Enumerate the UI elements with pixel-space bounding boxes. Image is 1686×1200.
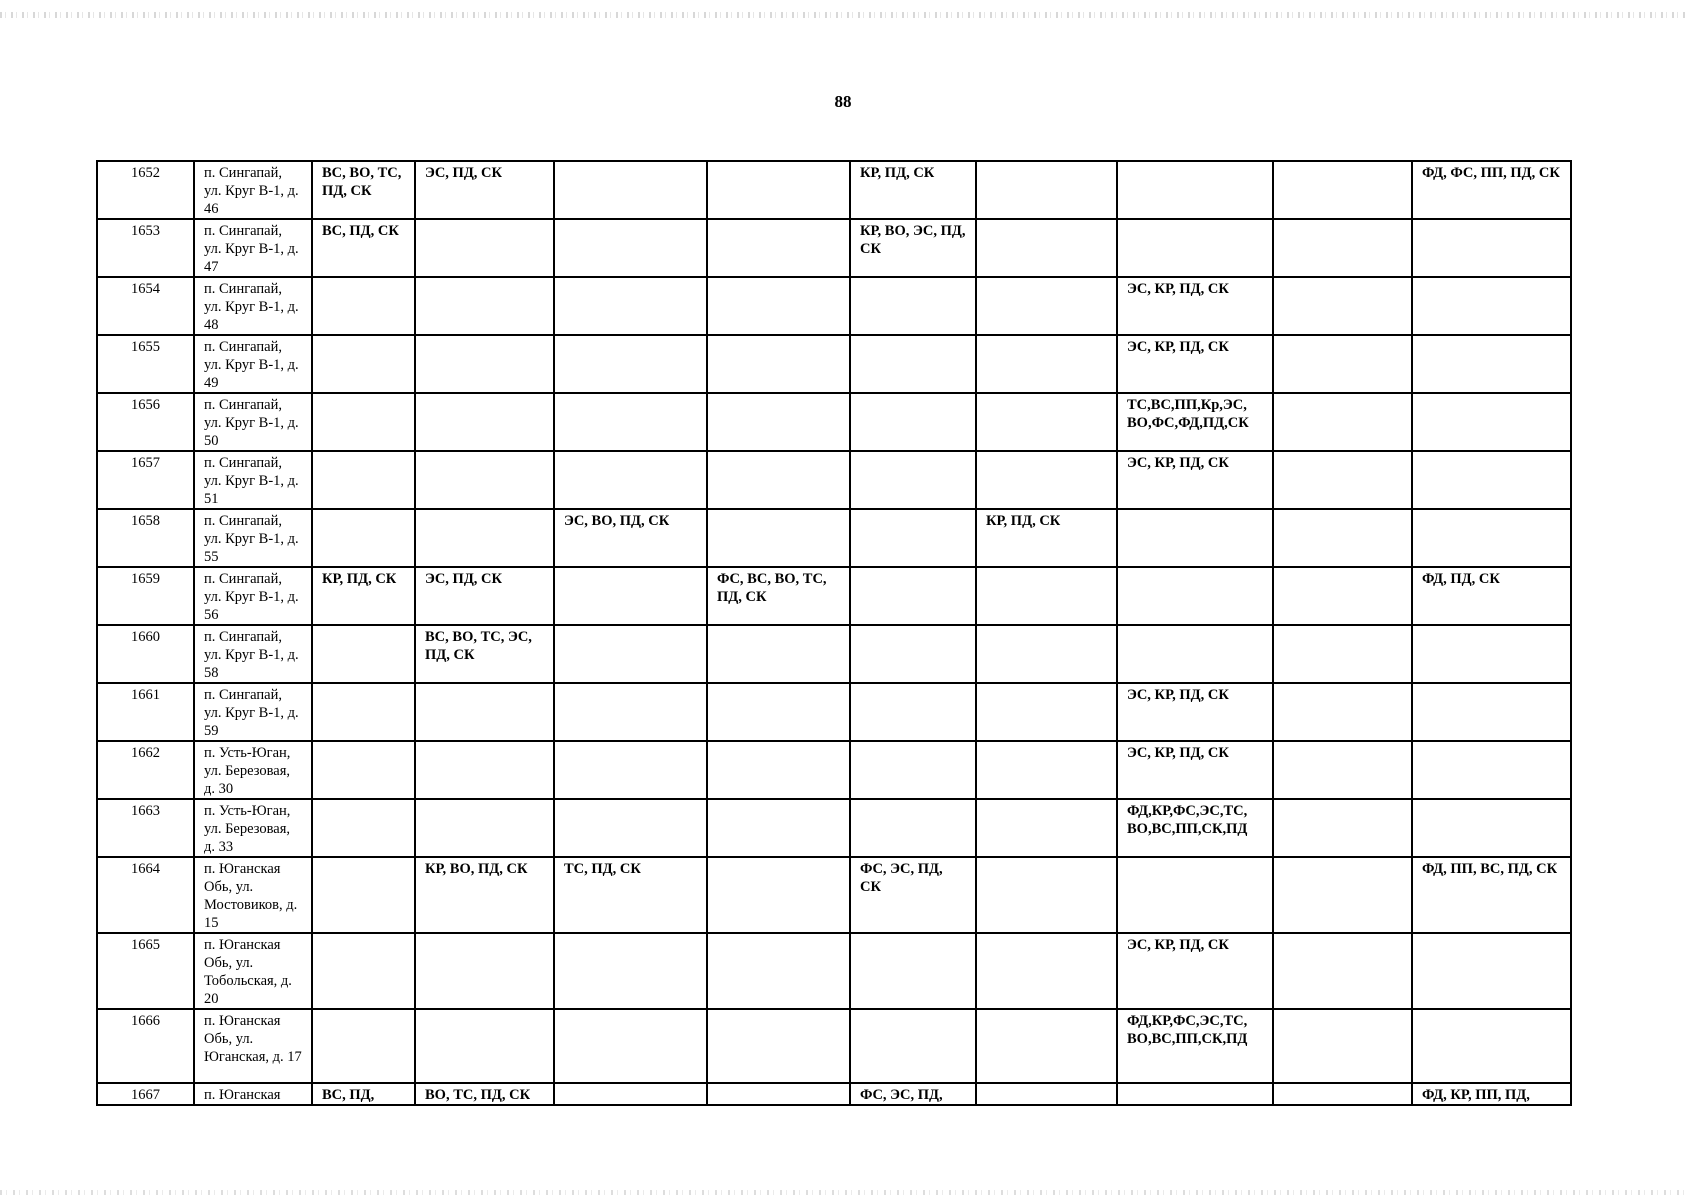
work-types-cell: [976, 393, 1117, 451]
work-types-cell: [1273, 741, 1412, 799]
work-types-cell: ФД, ФС, ПП, ПД, СК: [1412, 161, 1571, 219]
address-cell: п. Сингапай, ул. Круг В-1, д. 59: [194, 683, 312, 741]
work-types-cell: [850, 799, 976, 857]
work-types-cell: [707, 335, 850, 393]
address-cell: п. Сингапай, ул. Круг В-1, д. 50: [194, 393, 312, 451]
work-types-cell: ЭС, КР, ПД, СК: [1117, 277, 1273, 335]
work-types-cell: [1412, 799, 1571, 857]
row-number-cell: 1667: [97, 1083, 194, 1105]
work-types-cell: [707, 741, 850, 799]
address-cell: п. Сингапай, ул. Круг В-1, д. 58: [194, 625, 312, 683]
work-types-cell: [1117, 509, 1273, 567]
address-cell: п. Сингапай, ул. Круг В-1, д. 49: [194, 335, 312, 393]
work-types-cell: [415, 219, 554, 277]
work-types-cell: [1273, 799, 1412, 857]
work-types-cell: [707, 219, 850, 277]
row-number-cell: 1658: [97, 509, 194, 567]
work-types-cell: ВС, ВО, ТС, ЭС, ПД, СК: [415, 625, 554, 683]
work-types-cell: [1412, 509, 1571, 567]
work-types-cell: [707, 509, 850, 567]
table-row: [97, 857, 1571, 933]
address-cell: п. Усть-Юган, ул. Березовая, д. 30: [194, 741, 312, 799]
work-types-cell: [554, 1083, 707, 1105]
work-types-cell: [1273, 393, 1412, 451]
work-types-cell: [976, 219, 1117, 277]
work-types-cell: [554, 277, 707, 335]
work-types-cell: ВС, ВО, ТС, ПД, СК: [312, 161, 415, 219]
work-types-cell: [554, 1009, 707, 1083]
work-types-cell: [1117, 1083, 1273, 1105]
work-types-cell: [976, 1009, 1117, 1083]
work-types-cell: [1273, 933, 1412, 1009]
work-types-cell: [976, 335, 1117, 393]
work-types-cell: ТС,ВС,ПП,Кр,ЭС, ВО,ФС,ФД,ПД,СК: [1117, 393, 1273, 451]
work-types-cell: ФС, ВС, ВО, ТС, ПД, СК: [707, 567, 850, 625]
work-types-cell: ЭС, КР, ПД, СК: [1117, 451, 1273, 509]
work-types-cell: [554, 683, 707, 741]
work-types-cell: [850, 683, 976, 741]
work-types-cell: [1273, 683, 1412, 741]
work-types-cell: [554, 741, 707, 799]
table-row: [97, 277, 1571, 335]
work-types-cell: [1412, 683, 1571, 741]
work-types-cell: [1412, 277, 1571, 335]
work-types-cell: [1273, 1083, 1412, 1105]
work-types-cell: [707, 683, 850, 741]
work-types-cell: [1273, 219, 1412, 277]
work-types-cell: [1273, 161, 1412, 219]
work-types-cell: [1412, 625, 1571, 683]
row-number-cell: 1659: [97, 567, 194, 625]
work-types-cell: [554, 625, 707, 683]
address-cell: п. Сингапай, ул. Круг В-1, д. 48: [194, 277, 312, 335]
work-types-cell: [1412, 335, 1571, 393]
table-row: [97, 799, 1571, 857]
work-types-cell: [1412, 219, 1571, 277]
work-types-cell: [415, 683, 554, 741]
work-types-cell: КР, ПД, СК: [312, 567, 415, 625]
work-types-cell: [312, 451, 415, 509]
work-types-cell: [1117, 567, 1273, 625]
work-types-cell: [312, 277, 415, 335]
scan-edge-top: [0, 12, 1686, 18]
work-types-cell: [976, 1083, 1117, 1105]
work-types-cell: ТС, ПД, СК: [554, 857, 707, 933]
work-types-cell: КР, ВО, ПД, СК: [415, 857, 554, 933]
work-types-cell: [976, 451, 1117, 509]
work-types-cell: [976, 683, 1117, 741]
work-types-cell: [554, 335, 707, 393]
work-types-cell: [976, 567, 1117, 625]
work-types-cell: [1412, 1009, 1571, 1083]
work-types-cell: [976, 625, 1117, 683]
work-types-cell: [1412, 451, 1571, 509]
work-types-cell: [850, 335, 976, 393]
work-types-cell: [707, 451, 850, 509]
address-cell: п. Сингапай, ул. Круг В-1, д. 47: [194, 219, 312, 277]
address-cell: п. Сингапай, ул. Круг В-1, д. 55: [194, 509, 312, 567]
work-types-cell: [707, 277, 850, 335]
work-types-cell: [1412, 741, 1571, 799]
work-types-cell: ЭС, ПД, СК: [415, 161, 554, 219]
work-types-cell: [1412, 393, 1571, 451]
work-types-cell: [1117, 219, 1273, 277]
work-types-cell: [1273, 625, 1412, 683]
work-types-cell: [415, 741, 554, 799]
work-types-cell: [707, 1009, 850, 1083]
work-types-cell: [850, 393, 976, 451]
work-types-cell: [707, 857, 850, 933]
work-types-cell: [1117, 625, 1273, 683]
table-row: [97, 625, 1571, 683]
work-types-cell: ВС, ПД,: [312, 1083, 415, 1105]
work-types-cell: [554, 933, 707, 1009]
table-row: [97, 1009, 1571, 1083]
repair-schedule-table: [96, 160, 1572, 1106]
work-types-cell: [976, 277, 1117, 335]
work-types-cell: [1117, 857, 1273, 933]
table-row: [97, 161, 1571, 219]
table-row: [97, 1083, 1571, 1105]
work-types-cell: [312, 799, 415, 857]
work-types-cell: [976, 799, 1117, 857]
work-types-cell: [850, 625, 976, 683]
work-types-cell: [554, 799, 707, 857]
work-types-cell: ВО, ТС, ПД, СК: [415, 1083, 554, 1105]
row-number-cell: 1663: [97, 799, 194, 857]
work-types-cell: [1117, 161, 1273, 219]
work-types-cell: ФД,КР,ФС,ЭС,ТС, ВО,ВС,ПП,СК,ПД: [1117, 1009, 1273, 1083]
work-types-cell: ФС, ЭС, ПД,: [850, 1083, 976, 1105]
address-cell: п. Юганская Обь, ул. Юганская, д. 17: [194, 1009, 312, 1083]
work-types-cell: [976, 161, 1117, 219]
work-types-cell: ЭС, КР, ПД, СК: [1117, 741, 1273, 799]
work-types-cell: [1273, 857, 1412, 933]
table-row: [97, 509, 1571, 567]
work-types-cell: [554, 219, 707, 277]
scan-edge-bottom: [0, 1190, 1686, 1195]
table-row: [97, 567, 1571, 625]
work-types-cell: [312, 857, 415, 933]
work-types-cell: ЭС, ПД, СК: [415, 567, 554, 625]
row-number-cell: 1665: [97, 933, 194, 1009]
work-types-cell: ФД,КР,ФС,ЭС,ТС, ВО,ВС,ПП,СК,ПД: [1117, 799, 1273, 857]
work-types-cell: ЭС, КР, ПД, СК: [1117, 335, 1273, 393]
work-types-cell: ЭС, ВО, ПД, СК: [554, 509, 707, 567]
work-types-cell: [1273, 277, 1412, 335]
work-types-cell: [312, 509, 415, 567]
work-types-cell: [1273, 567, 1412, 625]
row-number-cell: 1662: [97, 741, 194, 799]
work-types-cell: [312, 933, 415, 1009]
work-types-cell: [554, 451, 707, 509]
work-types-cell: [1273, 335, 1412, 393]
work-types-cell: [707, 161, 850, 219]
table-row: [97, 393, 1571, 451]
row-number-cell: 1655: [97, 335, 194, 393]
work-types-cell: [415, 509, 554, 567]
work-types-cell: [976, 933, 1117, 1009]
work-types-cell: [312, 335, 415, 393]
address-cell: п. Юганская Обь, ул. Тобольская, д. 20: [194, 933, 312, 1009]
work-types-cell: [976, 741, 1117, 799]
work-types-cell: ФД, КР, ПП, ПД,: [1412, 1083, 1571, 1105]
table-row: [97, 933, 1571, 1009]
row-number-cell: 1654: [97, 277, 194, 335]
work-types-cell: [312, 741, 415, 799]
work-types-cell: [707, 393, 850, 451]
work-types-cell: ВС, ПД, СК: [312, 219, 415, 277]
page-number: 88: [834, 92, 852, 111]
work-types-cell: [312, 393, 415, 451]
work-types-cell: [850, 451, 976, 509]
work-types-cell: [415, 933, 554, 1009]
work-types-cell: [415, 277, 554, 335]
work-types-cell: [312, 625, 415, 683]
work-types-cell: [554, 567, 707, 625]
address-cell: п. Сингапай, ул. Круг В-1, д. 51: [194, 451, 312, 509]
work-types-cell: КР, ПД, СК: [976, 509, 1117, 567]
work-types-cell: [707, 933, 850, 1009]
address-cell: п. Усть-Юган, ул. Березовая, д. 33: [194, 799, 312, 857]
table-row: [97, 219, 1571, 277]
row-number-cell: 1656: [97, 393, 194, 451]
row-number-cell: 1661: [97, 683, 194, 741]
work-types-cell: [554, 161, 707, 219]
work-types-cell: [415, 799, 554, 857]
row-number-cell: 1657: [97, 451, 194, 509]
work-types-cell: КР, ПД, СК: [850, 161, 976, 219]
work-types-cell: ФД, ПП, ВС, ПД, СК: [1412, 857, 1571, 933]
work-types-cell: ЭС, КР, ПД, СК: [1117, 933, 1273, 1009]
work-types-cell: ФС, ЭС, ПД, СК: [850, 857, 976, 933]
work-types-cell: [554, 393, 707, 451]
work-types-cell: [707, 799, 850, 857]
work-types-cell: [1273, 509, 1412, 567]
work-types-cell: [850, 567, 976, 625]
table-row: [97, 741, 1571, 799]
work-types-cell: [415, 335, 554, 393]
work-types-cell: [1273, 451, 1412, 509]
work-types-cell: [707, 625, 850, 683]
table-row: [97, 335, 1571, 393]
address-cell: п. Юганская Обь, ул. Мостовиков, д. 15: [194, 857, 312, 933]
table-row: [97, 683, 1571, 741]
work-types-cell: [1273, 1009, 1412, 1083]
work-types-cell: [850, 933, 976, 1009]
address-cell: п. Сингапай, ул. Круг В-1, д. 56: [194, 567, 312, 625]
work-types-cell: [976, 857, 1117, 933]
work-types-cell: [415, 451, 554, 509]
work-types-cell: [312, 683, 415, 741]
work-types-cell: [707, 1083, 850, 1105]
work-types-cell: ФД, ПД, СК: [1412, 567, 1571, 625]
row-number-cell: 1652: [97, 161, 194, 219]
address-cell: п. Юганская: [194, 1083, 312, 1105]
row-number-cell: 1666: [97, 1009, 194, 1083]
address-cell: п. Сингапай, ул. Круг В-1, д. 46: [194, 161, 312, 219]
row-number-cell: 1660: [97, 625, 194, 683]
work-types-cell: [850, 277, 976, 335]
work-types-cell: [415, 393, 554, 451]
work-types-cell: ЭС, КР, ПД, СК: [1117, 683, 1273, 741]
work-types-cell: [415, 1009, 554, 1083]
work-types-cell: [850, 1009, 976, 1083]
table-row: [97, 451, 1571, 509]
work-types-cell: [850, 741, 976, 799]
work-types-cell: [850, 509, 976, 567]
work-types-cell: [1412, 933, 1571, 1009]
row-number-cell: 1653: [97, 219, 194, 277]
work-types-cell: КР, ВО, ЭС, ПД, СК: [850, 219, 976, 277]
work-types-cell: [312, 1009, 415, 1083]
row-number-cell: 1664: [97, 857, 194, 933]
